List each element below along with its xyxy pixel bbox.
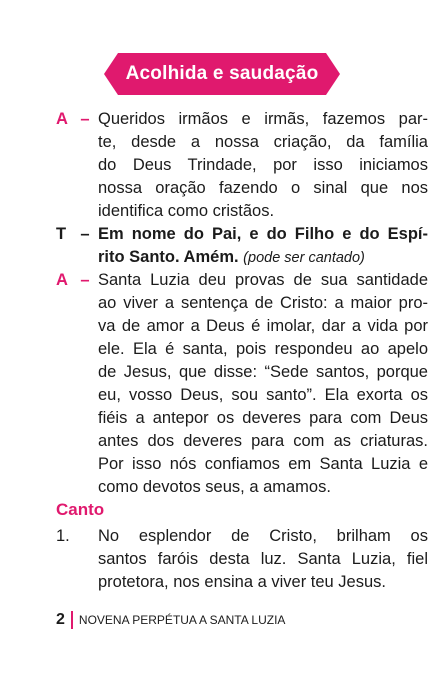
text-line: ele. Ela é santa, pois respondeu ao apelo xyxy=(98,340,428,358)
verse-text xyxy=(98,525,428,594)
text-line: te, desde a nossa criação, da família xyxy=(98,133,428,151)
text-line: No esplendor de Cristo, brilham os xyxy=(98,527,428,545)
verse-number: 1. xyxy=(56,527,70,545)
text-line: nossa oração fazendo o sinal que nos xyxy=(98,179,428,197)
text-line: Queridos irmãos e irmãs, fazemos par- xyxy=(98,110,428,128)
speaker-dash: – xyxy=(80,225,90,243)
text-line: do Deus Trindade, por isso iniciamos xyxy=(98,156,428,174)
text-line: Em nome do Pai, e do Filho e do Espí- xyxy=(98,225,428,243)
paragraph-text xyxy=(98,108,428,223)
footer-separator xyxy=(71,611,73,629)
speaker-label: A xyxy=(56,271,68,289)
text-line-bold: rito Santo. Amém. xyxy=(98,248,239,266)
performance-note: (pode ser cantado) xyxy=(243,250,365,266)
text-line: Santa Luzia deu provas de sua santidade xyxy=(98,271,428,289)
text-line xyxy=(98,246,428,270)
page-number: 2 xyxy=(56,611,65,628)
text-line: santos faróis desta luz. Santa Luzia, fiel xyxy=(98,550,428,568)
text-line: ao viver a sentença de Cristo: a maior pro- xyxy=(98,294,428,312)
speaker-dash: – xyxy=(80,271,90,289)
page-footer xyxy=(56,610,285,630)
canto-heading: Canto xyxy=(56,500,105,519)
text-line: como devotos seus, a amamos. xyxy=(98,478,331,496)
text-line: Por isso nós confiamos em Santa Luzia e xyxy=(98,455,428,473)
speaker-label: A xyxy=(56,110,68,128)
text-line: eu, vosso Deus, sou santo”. Ela exorta os xyxy=(98,386,428,404)
text-line: fiéis a antepor os deveres para com Deus xyxy=(98,409,428,427)
text-line: identifica como cristãos. xyxy=(98,202,275,220)
text-line: va de amor a Deus é imolar, dar a vida por xyxy=(98,317,428,335)
section-banner xyxy=(104,53,340,95)
text-line: de Jesus, que disse: “Sede santos, porque xyxy=(98,363,428,381)
speaker-label: T xyxy=(56,225,67,243)
paragraph-text xyxy=(98,223,428,270)
text-line: antes dos deveres para com as criaturas. xyxy=(98,432,428,450)
banner-title: Acolhida e saudação xyxy=(125,63,319,84)
text-line: protetora, nos ensina a viver teu Jesus. xyxy=(98,573,386,591)
speaker-dash: – xyxy=(80,110,90,128)
running-title: NOVENA PERPÉTUA A SANTA LUZIA xyxy=(78,613,286,627)
paragraph-text xyxy=(98,269,428,499)
